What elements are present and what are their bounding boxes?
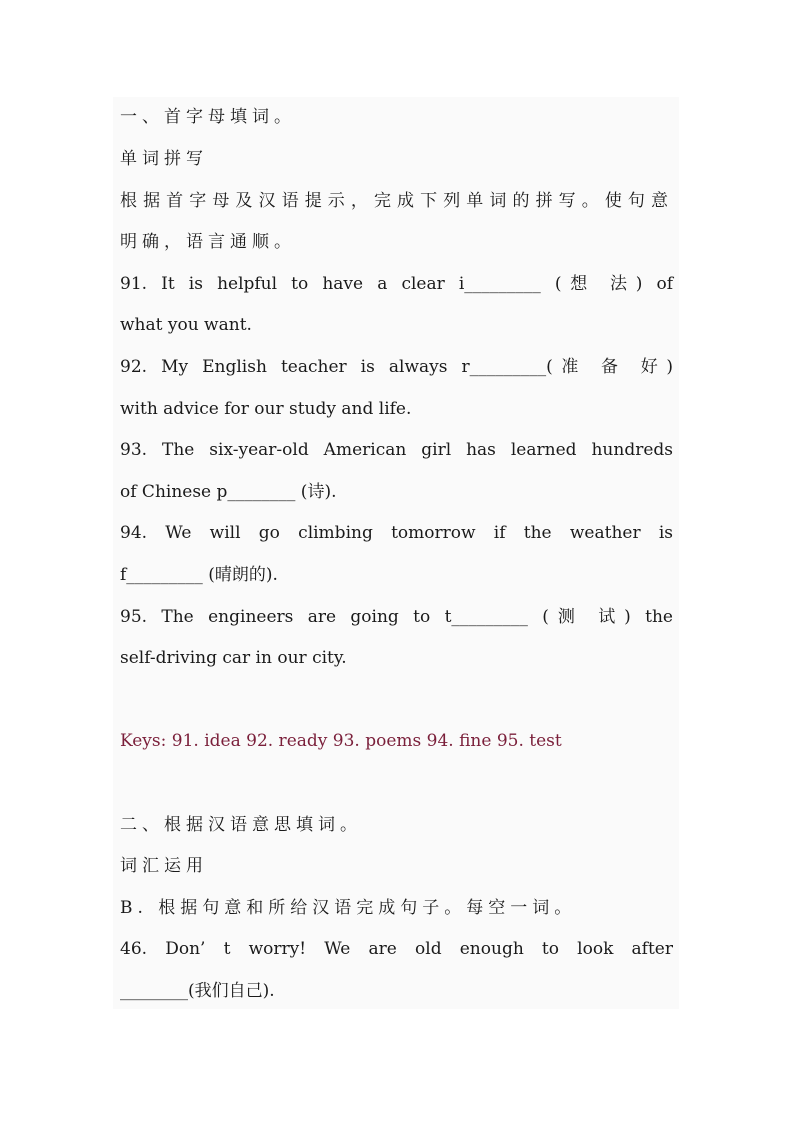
question-94-line1: 94. We will go climbing tomorrow if the weather is [120,523,673,543]
question-95-line2: self-driving car in our city. [120,648,347,668]
section1-instruction-line1: 根据首字母及汉语提示，完成下列单词的拼写。使句意 [120,191,673,211]
section1-heading: 一、首字母填词。 [120,107,296,127]
question-91-line2: what you want. [120,315,252,335]
question-92-line2: with advice for our study and life. [120,399,412,419]
question-94-line2: f_________ (晴朗的). [120,565,278,585]
question-93-line2: of Chinese p________ (诗). [120,482,337,502]
worksheet-body [113,97,679,1009]
answer-keys: Keys: 91. idea 92. ready 93. poems 94. fine 95. test [120,731,562,751]
section2-subheading: 词汇运用 [120,856,208,876]
question-93-line1: 93. The six-year-old American girl has learned hundreds [120,440,673,460]
question-92-line1: 92. My English teacher is always r_________(准 备 好) [120,357,673,377]
section1-subheading: 单词拼写 [120,149,208,169]
section2-instruction: B. 根据句意和所给汉语完成句子。每空一词。 [120,898,577,918]
question-91-line1: 91. It is helpful to have a clear i_________ (想 法) of [120,274,673,294]
question-46-line2: ________(我们自己). [120,981,275,1001]
question-95-line1: 95. The engineers are going to t_________ (测 试) the [120,607,673,627]
section1-instruction-line2: 明确，语言通顺。 [120,232,296,252]
question-46-line1: 46. Don’ t worry! We are old enough to look after [120,939,673,959]
section2-heading: 二、根据汉语意思填词。 [120,815,362,835]
